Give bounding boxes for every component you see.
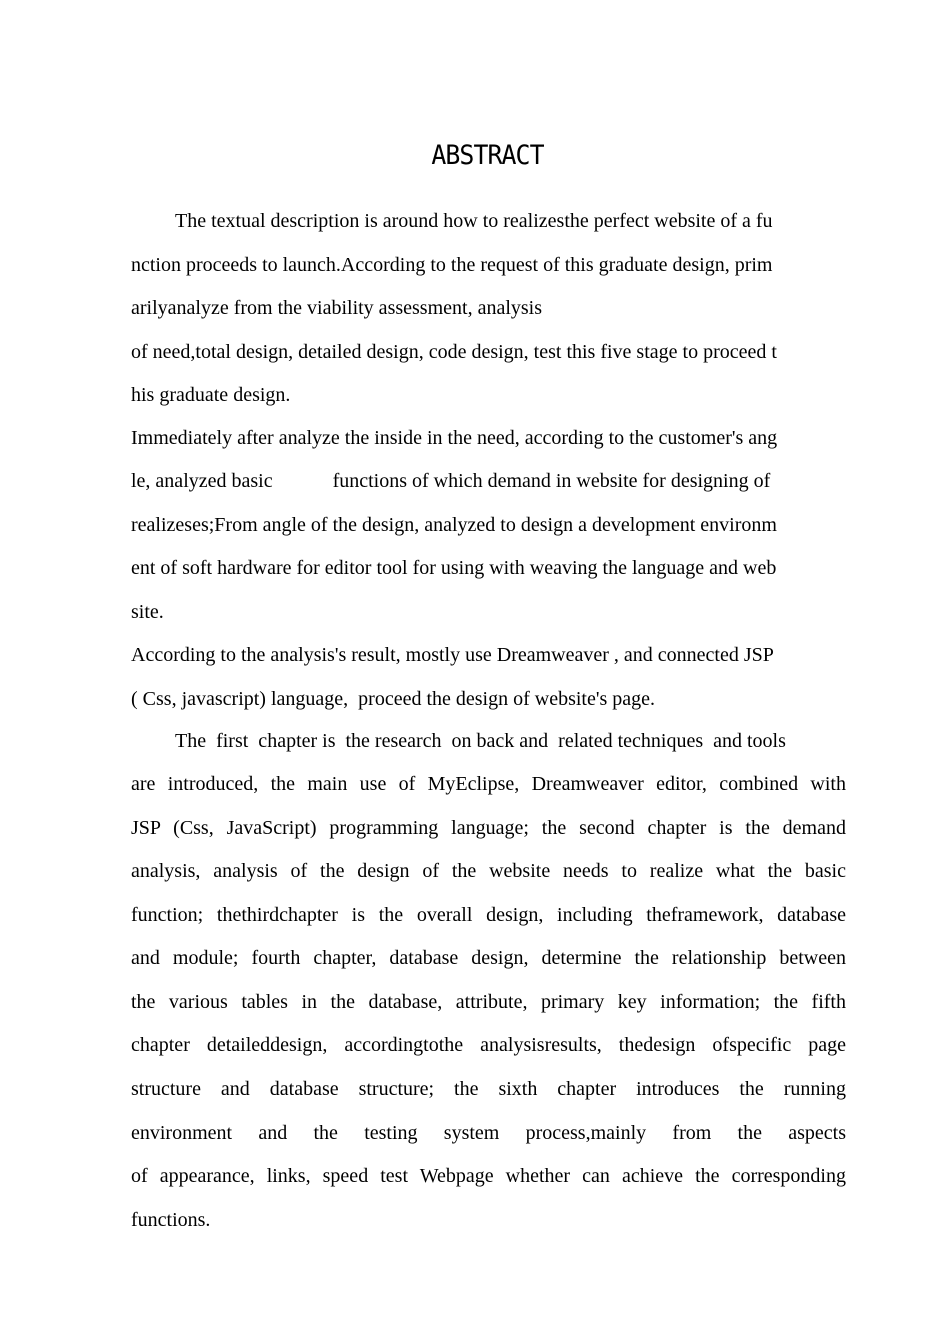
paragraph-line: functions. bbox=[131, 1209, 211, 1231]
paragraph-line: JSP (Css, JavaScript) programming language; the second chapter is the demand bbox=[131, 817, 846, 839]
paragraph-line: and module; fourth chapter, database design, determine the relationship between bbox=[131, 947, 846, 969]
paragraph-line: site. bbox=[131, 601, 164, 623]
paragraph-line: of appearance, links, speed test Webpage whether can achieve the corresponding bbox=[131, 1165, 846, 1187]
paragraph-line: function; thethirdchapter is the overall design, including theframework, database bbox=[131, 904, 846, 926]
paragraph-line: nction proceeds to launch.According to the request of this graduate design, prim bbox=[131, 254, 773, 276]
paragraph-line: the various tables in the database, attribute, primary key information; the fifth bbox=[131, 991, 846, 1013]
abstract-title: ABSTRACT bbox=[431, 140, 544, 171]
paragraph-line: structure and database structure; the sixth chapter introduces the running bbox=[131, 1078, 846, 1100]
paragraph-line: The textual description is around how to realizesthe perfect website of a fu bbox=[175, 210, 773, 232]
paragraph-line: According to the analysis's result, mostly use Dreamweaver , and connected JSP bbox=[131, 644, 774, 666]
paragraph-line: environment and the testing system process,mainly from the aspects bbox=[131, 1122, 846, 1144]
paragraph-line: of need,total design, detailed design, code design, test this five stage to proceed t bbox=[131, 341, 777, 363]
paragraph-line: ent of soft hardware for editor tool for using with weaving the language and web bbox=[131, 557, 777, 579]
paragraph-line: le, analyzed basic functions of which demand in website for designing of bbox=[131, 470, 771, 492]
paragraph-line: chapter detaileddesign, accordingtothe analysisresults, thedesign ofspecific page bbox=[131, 1034, 846, 1056]
paragraph-line: ( Css, javascript) language, proceed the design of website's page. bbox=[131, 688, 655, 710]
paragraph-line: realizeses;From angle of the design, analyzed to design a development environm bbox=[131, 514, 777, 536]
paragraph-line: The first chapter is the research on back and related techniques and tools bbox=[175, 730, 786, 752]
paragraph-line: are introduced, the main use of MyEclipse, Dreamweaver editor, combined with bbox=[131, 773, 846, 795]
paragraph-line: arilyanalyze from the viability assessment, analysis bbox=[131, 297, 542, 319]
paragraph-line: his graduate design. bbox=[131, 384, 291, 406]
paragraph-line: analysis, analysis of the design of the website needs to realize what the basic bbox=[131, 860, 846, 882]
paragraph-line: Immediately after analyze the inside in the need, according to the customer's ang bbox=[131, 427, 778, 449]
